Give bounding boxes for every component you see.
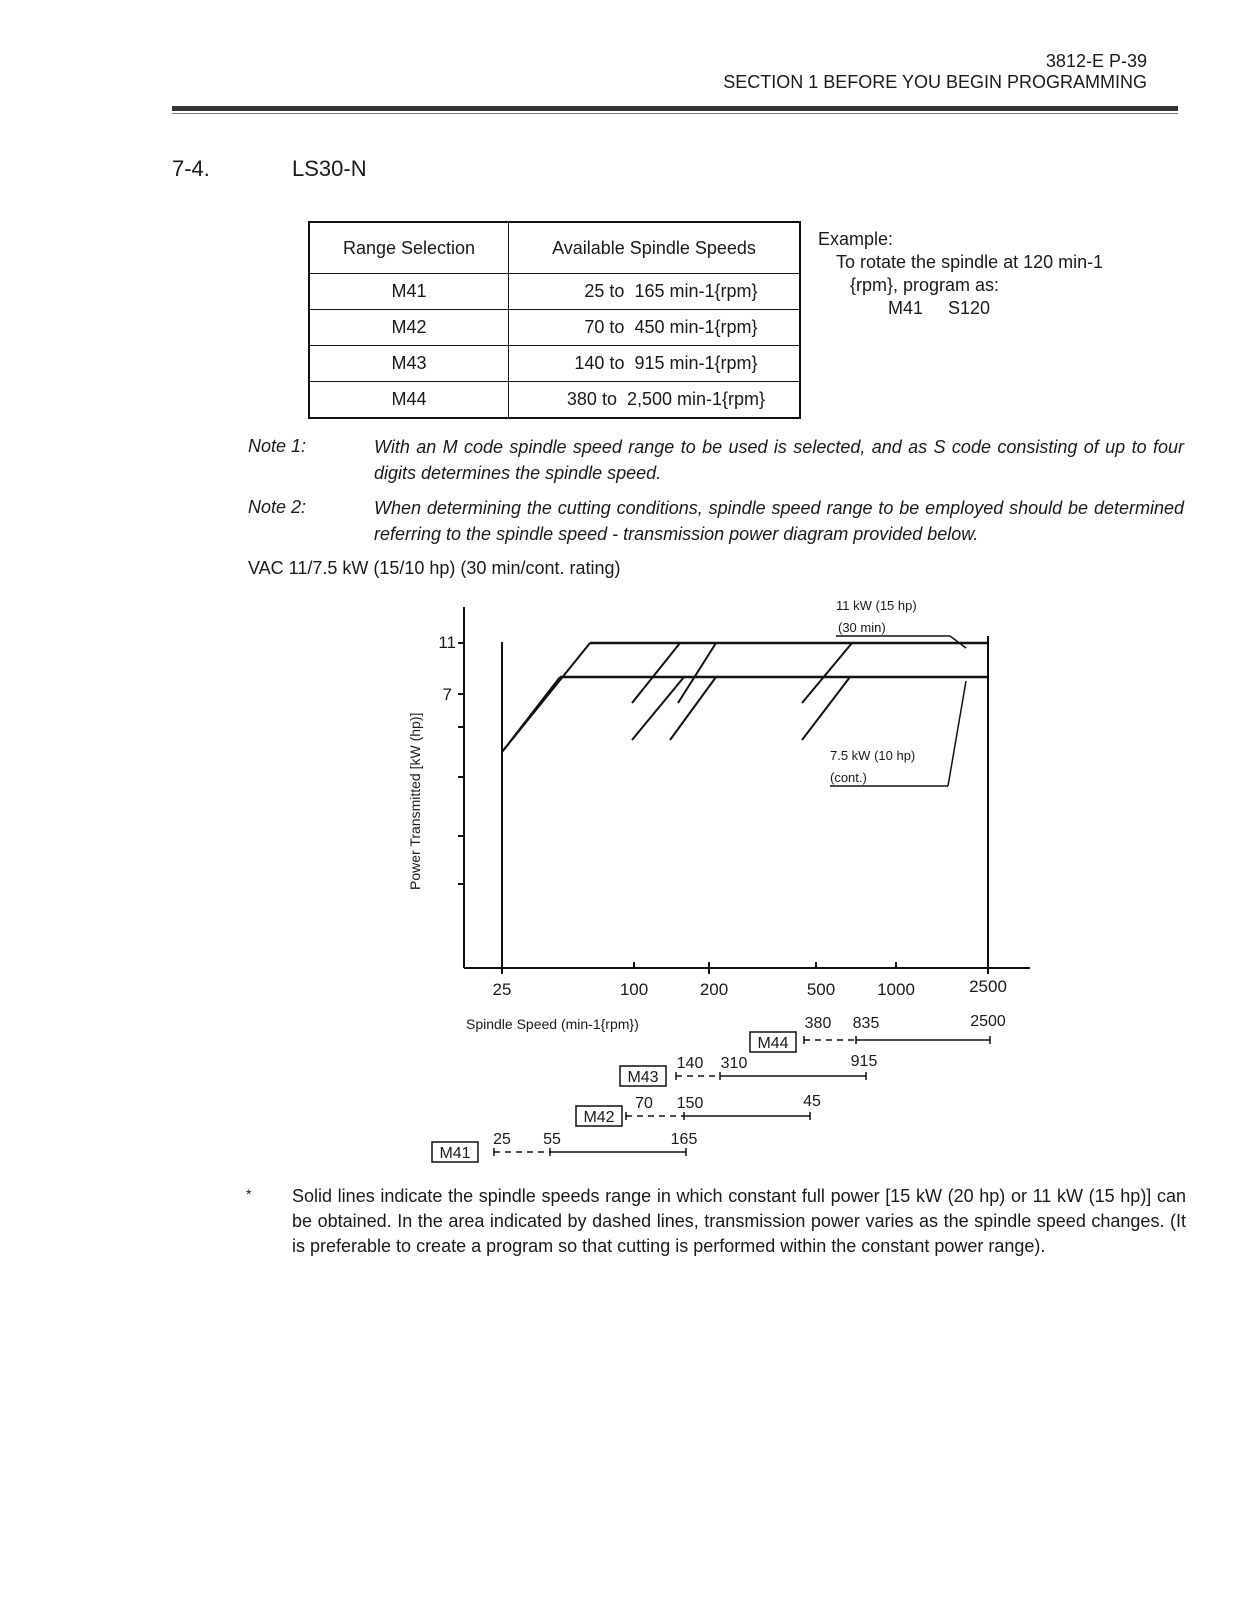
y-axis-label: Power Transmitted [kW (hp)] (407, 712, 423, 890)
table-header-range: Range Selection (309, 222, 509, 274)
rating-cont-label: 7.5 kW (10 hp) (830, 748, 916, 763)
rating-30min-label: 11 kW (15 hp) (836, 598, 917, 613)
range-label-m41: M41 (439, 1145, 471, 1162)
range-knee: 150 (676, 1095, 704, 1112)
range-end: 2500 (970, 1013, 1006, 1030)
footnote-bullet: * (246, 1186, 252, 1202)
x-tick-label: 100 (619, 980, 649, 999)
note-text: When determining the cutting conditions, spindle speed range to be employed should be determined referring to the spindle speed - transmission power diagram provided below. (374, 498, 1184, 544)
footnote-text: Solid lines indicate the spindle speeds range in which constant full power [15 kW (20 hp) or 11 kW (15 hp)] can be obtained. In the area indicated by dashed lines, transmission power varies as the spindle speed changes. (It is preferable to create a program so that cutting is performed within the constant power range). (292, 1186, 1186, 1256)
range-end: 915 (850, 1053, 878, 1070)
range-start: 25 (493, 1131, 511, 1148)
x-tick-label: 1000 (877, 980, 915, 999)
range-end: 165 (670, 1131, 698, 1148)
range-label-m42: M42 (583, 1109, 615, 1126)
speed-high: 165 min-1{rpm} (634, 281, 758, 301)
range-start: 70 (635, 1095, 653, 1112)
ramp-line-m43b (678, 643, 716, 703)
range-code: M41 (309, 274, 509, 310)
speed-high: 450 min-1{rpm} (634, 317, 758, 337)
x-tick-label: 500 (806, 980, 836, 999)
range-code: M44 (309, 382, 509, 419)
speed-high: 915 min-1{rpm} (634, 353, 758, 373)
table-header-speeds: Available Spindle Speeds (509, 222, 801, 274)
ramp-line-m41-cont (502, 677, 560, 752)
section-title: LS30-N (292, 156, 367, 181)
ramp-line-m42 (632, 643, 680, 703)
y-tick-label: 7 (442, 685, 452, 704)
range-start: 140 (676, 1055, 704, 1072)
page-reference: 3812-E P-39 (1045, 51, 1147, 71)
example-label: Example: (818, 229, 894, 249)
range-label-m44: M44 (757, 1035, 789, 1052)
speed-high: 2,500 min-1{rpm} (626, 389, 766, 409)
range-label-m43: M43 (627, 1069, 659, 1086)
range-knee: 310 (720, 1055, 748, 1072)
range-start: 380 (804, 1015, 832, 1032)
example-line: To rotate the spindle at 120 min-1 (836, 252, 1104, 272)
speed-low: 70 to (584, 317, 625, 337)
speed-low: 380 to (566, 389, 617, 409)
range-knee: 55 (543, 1131, 561, 1148)
note-label: Note 1: (248, 436, 307, 456)
x-tick-label: 25 (492, 980, 512, 999)
rating-cont-sub: (cont.) (830, 770, 867, 785)
section-heading: SECTION 1 BEFORE YOU BEGIN PROGRAMMING (723, 72, 1147, 92)
example-line: {rpm}, program as: (850, 275, 1000, 295)
range-code: M43 (309, 346, 509, 382)
speed-low: 140 to (574, 353, 625, 373)
note-label: Note 2: (248, 497, 307, 517)
ramp-line-m44 (802, 643, 852, 703)
y-tick-label: 11 (438, 633, 456, 652)
x-tick-label: 2500 (969, 977, 1007, 996)
x-axis-label: Spindle Speed (min-1{rpm}) (466, 1016, 639, 1032)
motor-rating-caption: VAC 11/7.5 kW (15/10 hp) (30 min/cont. rating) (248, 558, 621, 578)
x-tick-label: 200 (699, 980, 729, 999)
range-knee: 835 (852, 1015, 880, 1032)
range-code: M42 (309, 310, 509, 346)
range-end: 45 (803, 1093, 821, 1110)
section-number: 7-4. (172, 156, 210, 181)
ramp-line-m44b (802, 677, 850, 740)
example-code: M41 S120 (888, 298, 991, 318)
note-text: With an M code spindle speed range to be used is selected, and as S code consisting of up to four digits determines the spindle speed. (374, 437, 1184, 483)
rating-30min-sub: (30 min) (838, 620, 886, 635)
speed-low: 25 to (584, 281, 625, 301)
